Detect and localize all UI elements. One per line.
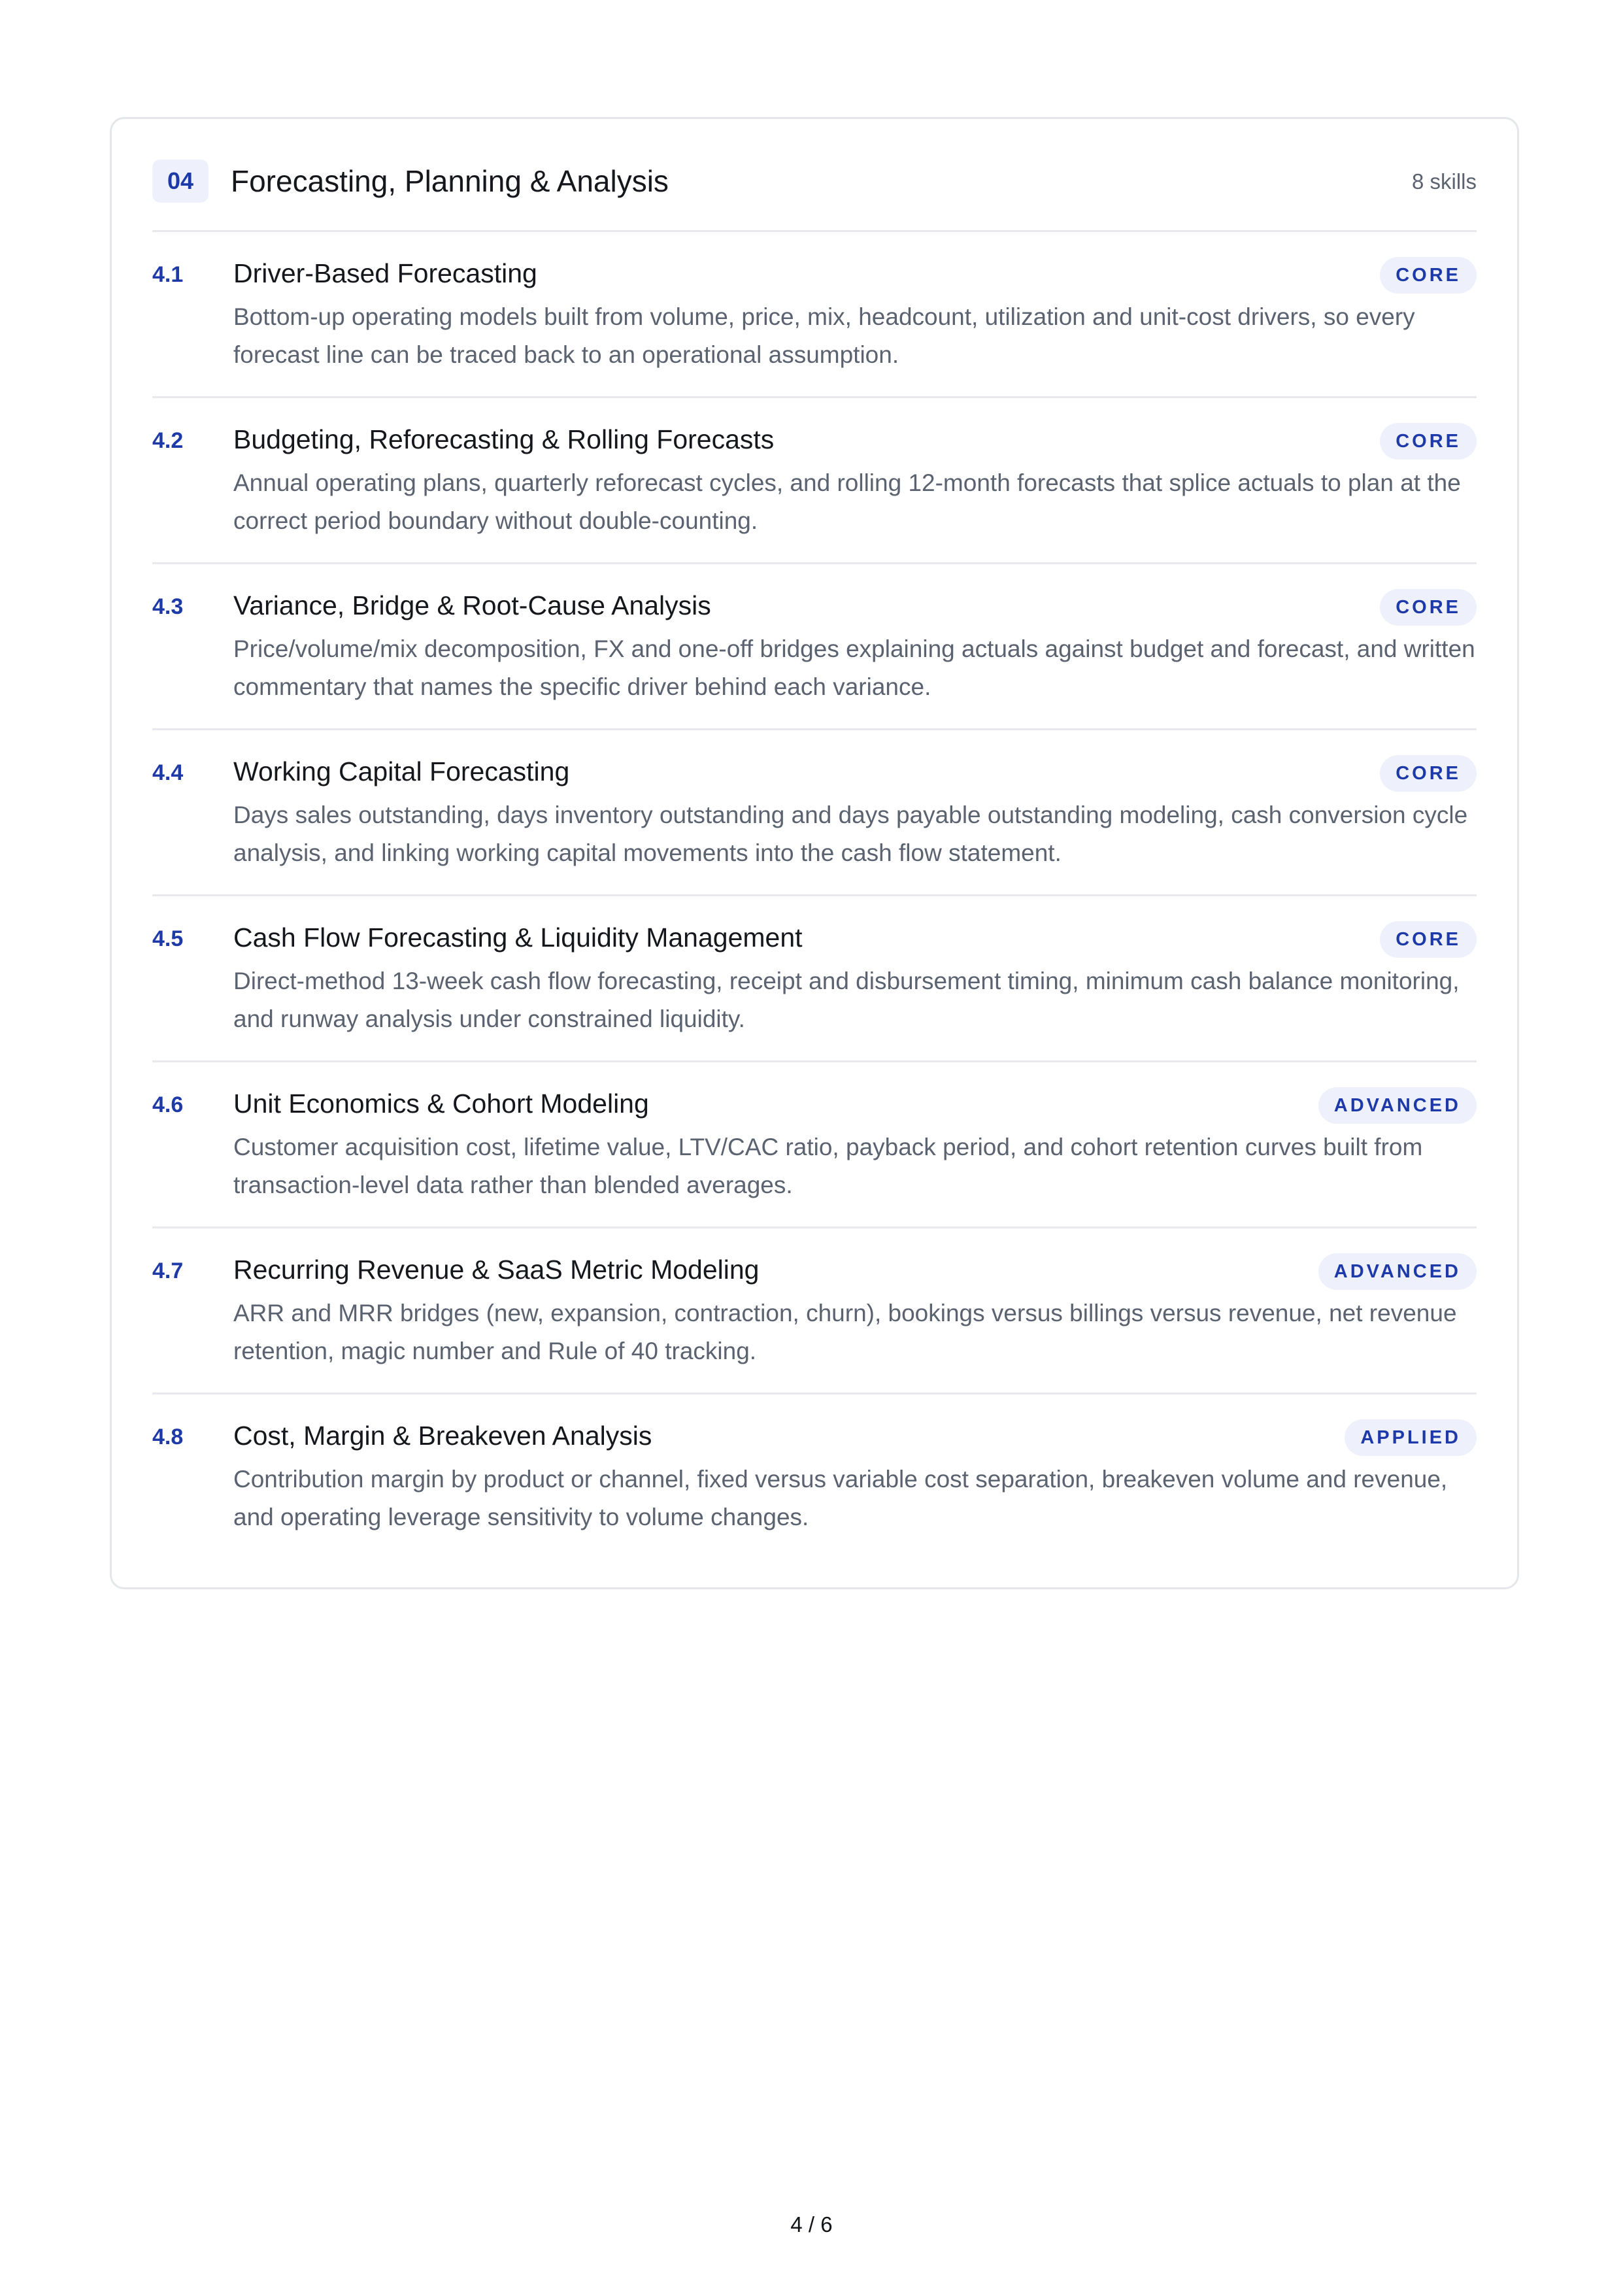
skill-id: 4.6 <box>152 1092 184 1117</box>
level-badge: APPLIED <box>1345 1419 1477 1456</box>
skill-list <box>152 232 1477 1561</box>
skill-name: Cash Flow Forecasting & Liquidity Management <box>233 922 803 953</box>
skill-id: 4.1 <box>152 262 184 287</box>
level-badge: ADVANCED <box>1318 1087 1477 1124</box>
skill-id: 4.2 <box>152 428 184 453</box>
skill-item <box>152 564 1477 730</box>
skill-item <box>152 1394 1477 1561</box>
level-badge: CORE <box>1380 257 1477 294</box>
skill-description: Annual operating plans, quarterly reforecast cycles, and rolling 12-month forecasts that splice actuals to plan at the correct period boundary without double-counting. <box>233 469 1461 534</box>
skill-name: Recurring Revenue & SaaS Metric Modeling <box>233 1255 760 1285</box>
skill-description: Price/volume/mix decomposition, FX and one-off bridges explaining actuals against budget and forecast, and written commentary that names the specific driver behind each variance. <box>233 635 1475 700</box>
skill-name: Working Capital Forecasting <box>233 756 570 786</box>
level-badge: CORE <box>1380 921 1477 958</box>
skill-id: 4.7 <box>152 1258 184 1283</box>
skill-name: Budgeting, Reforecasting & Rolling Forecasts <box>233 424 775 454</box>
skill-description: Direct-method 13-week cash flow forecasting, receipt and disbursement timing, minimum cash balance monitoring, and runway analysis under constrained liquidity. <box>233 968 1460 1032</box>
section-header <box>152 158 1477 204</box>
level-badge: CORE <box>1380 423 1477 460</box>
skill-item <box>152 1062 1477 1228</box>
page-number: 4 / 6 <box>790 2212 833 2237</box>
skill-item <box>152 896 1477 1062</box>
skill-description: Contribution margin by product or channel, fixed versus variable cost separation, breakeven volume and revenue, and operating leverage sensitivity to volume changes. <box>233 1466 1448 1530</box>
skill-item <box>152 398 1477 564</box>
skill-description: Customer acquisition cost, lifetime value, LTV/CAC ratio, payback period, and cohort retention curves built from transaction-level data rather than blended averages. <box>233 1134 1423 1198</box>
skills-section-card <box>110 117 1519 1589</box>
level-badge: ADVANCED <box>1318 1253 1477 1290</box>
skill-description: Bottom-up operating models built from volume, price, mix, headcount, utilization and unit-cost drivers, so every forecast line can be traced back to an operational assumption. <box>233 303 1415 368</box>
skill-item <box>152 232 1477 398</box>
level-badge: CORE <box>1380 589 1477 626</box>
section-number-badge: 04 <box>152 160 209 203</box>
skill-description: Days sales outstanding, days inventory outstanding and days payable outstanding modeling, cash conversion cycle analysis, and linking working capital movements into the cash flow statement. <box>233 802 1468 866</box>
skill-item <box>152 1228 1477 1394</box>
skill-id: 4.5 <box>152 926 184 951</box>
skill-id: 4.4 <box>152 760 184 785</box>
skill-name: Unit Economics & Cohort Modeling <box>233 1089 649 1119</box>
skill-name: Driver-Based Forecasting <box>233 258 537 288</box>
skill-name: Variance, Bridge & Root-Cause Analysis <box>233 590 711 620</box>
section-title: Forecasting, Planning & Analysis <box>231 164 669 198</box>
skill-description: ARR and MRR bridges (new, expansion, contraction, churn), bookings versus billings versus revenue, net revenue retention, magic number and Rule of 40 tracking. <box>233 1300 1457 1364</box>
skill-id: 4.8 <box>152 1425 184 1449</box>
skill-count: 8 skills <box>1411 169 1477 194</box>
skill-name: Cost, Margin & Breakeven Analysis <box>233 1421 652 1451</box>
skill-item <box>152 730 1477 896</box>
skill-id: 4.3 <box>152 594 184 619</box>
level-badge: CORE <box>1380 755 1477 792</box>
